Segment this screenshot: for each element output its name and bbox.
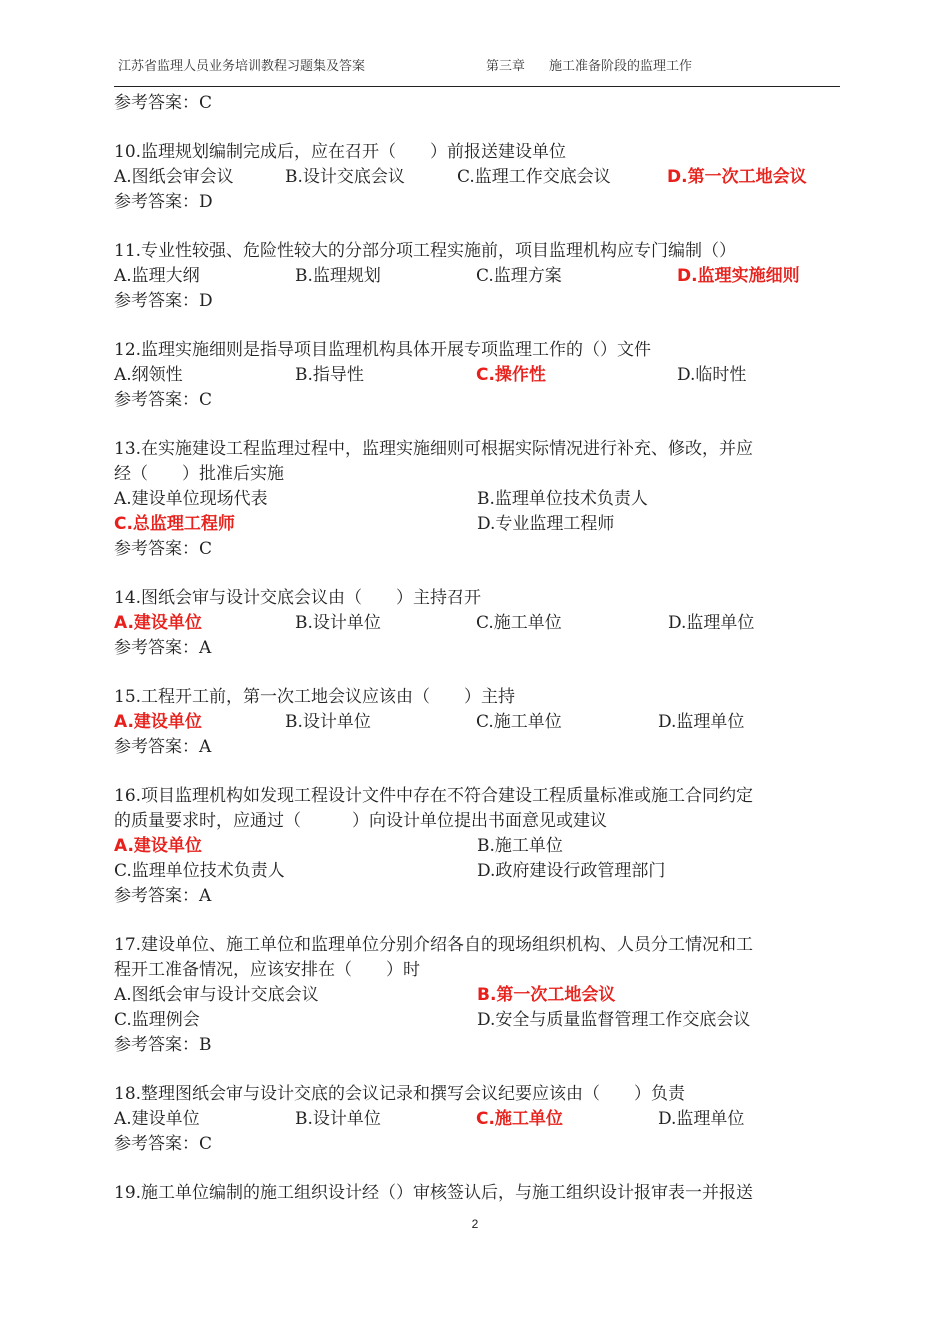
question-stem: 19.施工单位编制的施工组织设计经（）审核签认后，与施工组织设计报审表一并报送 bbox=[114, 1183, 754, 1203]
option-d: D.监理单位 bbox=[668, 613, 755, 633]
option-d: D.临时性 bbox=[677, 365, 747, 385]
option-row bbox=[114, 834, 840, 859]
option-a: A.图纸会审与设计交底会议 bbox=[114, 985, 319, 1005]
option-c: C.施工单位 bbox=[476, 712, 562, 732]
option-c: C.监理例会 bbox=[114, 1010, 200, 1030]
option-c-correct: C.总监理工程师 bbox=[114, 514, 235, 534]
option-row bbox=[114, 165, 840, 190]
option-d: D.监理单位 bbox=[658, 1109, 745, 1129]
option-a-correct: A.建设单位 bbox=[114, 613, 202, 633]
option-row bbox=[114, 611, 840, 636]
option-d-correct: D.第一次工地会议 bbox=[667, 167, 807, 187]
question-stem: 17.建设单位、施工单位和监理单位分别介绍各自的现场组织机构、人员分工情况和工 bbox=[114, 935, 754, 955]
option-b: B.设计单位 bbox=[295, 1109, 381, 1129]
question-stem-continued: 经（ ）批准后实施 bbox=[114, 464, 284, 484]
option-d: D.安全与质量监督管理工作交底会议 bbox=[477, 1010, 751, 1030]
option-b: B.指导性 bbox=[295, 365, 364, 385]
option-c: C.监理单位技术负责人 bbox=[114, 861, 285, 881]
chapter-title: 施工准备阶段的监理工作 bbox=[549, 59, 693, 74]
answer-line: 参考答案：A bbox=[114, 886, 212, 906]
question-stem: 11.专业性较强、危险性较大的分部分项工程实施前，项目监理机构应专门编制（） bbox=[114, 241, 737, 261]
option-b: B.监理单位技术负责人 bbox=[477, 489, 648, 509]
page-header bbox=[114, 55, 840, 75]
option-b: B.监理规划 bbox=[295, 266, 381, 286]
question-stem: 13.在实施建设工程监理过程中，监理实施细则可根据实际情况进行补充、修改，并应 bbox=[114, 439, 754, 459]
question-stem: 16.项目监理机构如发现工程设计文件中存在不符合建设工程质量标准或施工合同约定 bbox=[114, 786, 754, 806]
option-row bbox=[114, 710, 840, 735]
option-row bbox=[114, 264, 840, 289]
answer-line: 参考答案：A bbox=[114, 638, 212, 658]
option-b-correct: B.第一次工地会议 bbox=[477, 985, 616, 1005]
option-c: C.监理工作交底会议 bbox=[457, 167, 611, 187]
option-row bbox=[114, 363, 840, 388]
question-stem-continued: 程开工准备情况，应该安排在（ ）时 bbox=[114, 960, 420, 980]
option-a: A.建设单位现场代表 bbox=[114, 489, 268, 509]
question-list bbox=[114, 91, 840, 1206]
answer-line: 参考答案：C bbox=[114, 1134, 213, 1154]
book-title: 江苏省监理人员业务培训教程习题集及答案 bbox=[118, 59, 366, 74]
chapter-heading bbox=[486, 55, 716, 74]
answer-line: 参考答案：A bbox=[114, 737, 212, 757]
page-number: 2 bbox=[471, 1217, 479, 1231]
option-c-correct: C.施工单位 bbox=[476, 1109, 563, 1129]
option-a: A.建设单位 bbox=[114, 1109, 200, 1129]
option-a: A.图纸会审会议 bbox=[114, 167, 234, 187]
question-stem: 14.图纸会审与设计交底会议由（ ）主持召开 bbox=[114, 588, 482, 608]
answer-line: 参考答案：D bbox=[114, 291, 213, 311]
question-stem: 10.监理规划编制完成后，应在召开（ ）前报送建设单位 bbox=[114, 142, 567, 162]
option-b: B.设计交底会议 bbox=[285, 167, 405, 187]
option-b: B.施工单位 bbox=[477, 836, 563, 856]
chapter-number: 第三章 bbox=[486, 59, 526, 74]
option-row bbox=[114, 487, 840, 512]
option-row bbox=[114, 983, 840, 1008]
option-a: A.纲领性 bbox=[114, 365, 183, 385]
option-a-correct: A.建设单位 bbox=[114, 836, 202, 856]
option-row bbox=[114, 1107, 840, 1132]
option-c: C.施工单位 bbox=[476, 613, 562, 633]
option-a-correct: A.建设单位 bbox=[114, 712, 202, 732]
answer-line: 参考答案：C bbox=[114, 93, 213, 113]
question-stem: 18.整理图纸会审与设计交底的会议记录和撰写会议纪要应该由（ ）负责 bbox=[114, 1084, 686, 1104]
option-d: D.监理单位 bbox=[658, 712, 745, 732]
option-b: B.设计单位 bbox=[285, 712, 371, 732]
answer-line: 参考答案：C bbox=[114, 539, 213, 559]
answer-line: 参考答案：C bbox=[114, 390, 213, 410]
answer-line: 参考答案：D bbox=[114, 192, 213, 212]
question-stem: 12.监理实施细则是指导项目监理机构具体开展专项监理工作的（）文件 bbox=[114, 340, 652, 360]
option-row bbox=[114, 859, 840, 884]
question-stem-continued: 的质量要求时，应通过（ ）向设计单位提出书面意见或建议 bbox=[114, 811, 607, 831]
option-row bbox=[114, 1008, 840, 1033]
option-d: D.专业监理工程师 bbox=[477, 514, 615, 534]
option-c-correct: C.操作性 bbox=[476, 365, 546, 385]
option-a: A.监理大纲 bbox=[114, 266, 200, 286]
option-b: B.设计单位 bbox=[295, 613, 381, 633]
header-rule bbox=[114, 86, 840, 87]
option-row bbox=[114, 512, 840, 537]
option-c: C.监理方案 bbox=[476, 266, 562, 286]
question-stem: 15.工程开工前，第一次工地会议应该由（ ）主持 bbox=[114, 687, 516, 707]
option-d: D.政府建设行政管理部门 bbox=[477, 861, 666, 881]
option-d-correct: D.监理实施细则 bbox=[677, 266, 800, 286]
answer-line: 参考答案：B bbox=[114, 1035, 212, 1055]
